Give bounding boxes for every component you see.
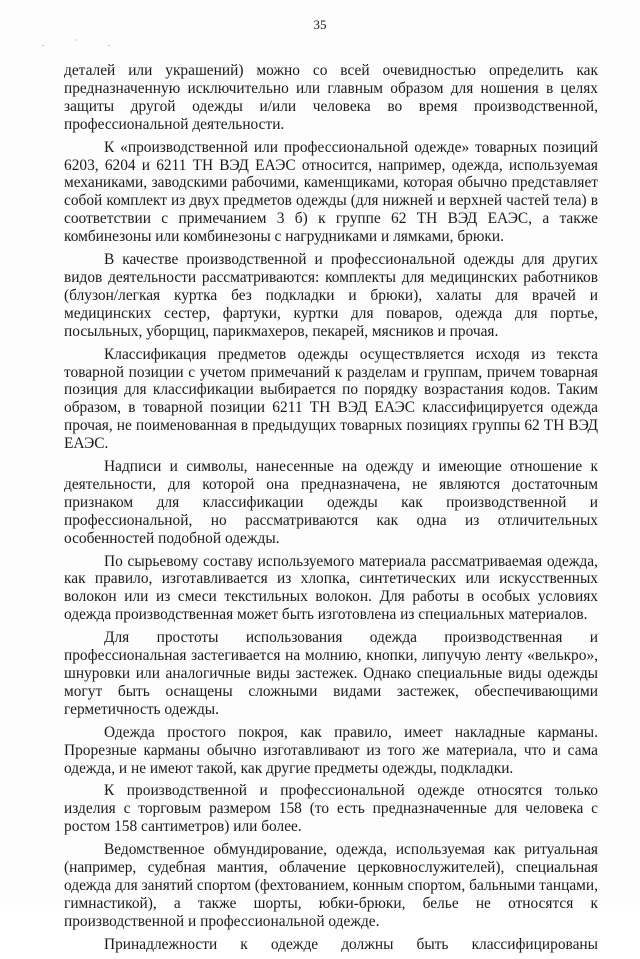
paragraph: Классификация предметов одежды осуществляется исходя из текста товарной позиции с учетом примечаний к разделам и группам, причем товарная позиция для классификации выбирается по порядку возрастания кодов. Таким образом, в товарной позиции 6211 ТН ВЭД ЕАЭС классифицируется одежда прочая, не поименованная в предыдущих товарных позициях группы 62 ТН ВЭД ЕАЭС.	[64, 345, 598, 453]
scan-specks: . ˙ .	[42, 38, 124, 48]
paragraph: В качестве производственной и профессиональной одежды для других видов деятельности рассматриваются: комплекты для медицинских работников (блузон/легкая куртка без подкладки и брюки), халаты для врачей и медицинских сестер, фартуки, куртки для поваров, одежда для портье, посыльных, уборщиц, парикмахеров, пекарей, мясников и прочая.	[64, 251, 598, 340]
paragraph: Для простоты использования одежда производственная и профессиональная застегивается на молнию, кнопки, липучую ленту «велькро», шнуровки или аналогичные виды застежек. Однако специальные виды одежды могут быть оснащены сложными видами застежек, обеспечивающими герметичность одежды.	[64, 629, 598, 718]
paragraph: деталей или украшений) можно со всей очевидностью определить как предназначенную исключительно или главным образом для ношения в целях защиты другой одежды и/или человека во время производственной, профессиональной деятельности.	[64, 62, 598, 133]
page-number: 35	[313, 17, 327, 32]
paragraph: К «производственной или профессиональной одежде» товарных позиций 6203, 6204 и 6211 ТН ВЭД ЕАЭС относится, например, одежда, используемая механиками, заводскими рабочими, каменщиками, которая обычно представляет собой комплект из двух предметов одежды (для нижней и верхней частей тела) в соответствии с примечанием 3 б) к группе 62 ТН ВЭД ЕАЭС, а также комбинезоны или комбинезоны с нагрудниками и лямками, брюки.	[64, 138, 598, 246]
document-body	[64, 62, 598, 959]
paragraph: По сырьевому составу используемого материала рассматриваемая одежда, как правило, изготавливается из хлопка, синтетических или искусственных волокон или из смеси текстильных волокон. Для работы в особых условиях одежда производственная может быть изготовлена из специальных материалов.	[64, 552, 598, 624]
paragraph: Ведомственное обмундирование, одежда, используемая как ритуальная (например, судебная мантия, облачение церковнослужителей), специальная одежда для занятий спортом (фехтованием, конным спортом, бальными танцами, гимнастикой), а также шорты, юбки-брюки, белье не относятся к производственной и профессиональной одежде.	[64, 841, 598, 930]
paragraph: Одежда простого покроя, как правило, имеет накладные карманы. Прорезные карманы обычно изготавливают из того же материала, что и сама одежда, и не имеют такой, как другие предметы одежды, подкладки.	[64, 723, 598, 777]
paragraph: К производственной и профессиональной одежде относятся только изделия с торговым размером 158 (то есть предназначенные для человека с ростом 158 сантиметров) или более.	[64, 782, 598, 836]
paragraph: Надписи и символы, нанесенные на одежду и имеющие отношение к деятельности, для которой она предназначена, не являются достаточным признаком для классификации одежды как производственной и профессиональной, но рассматриваются как одна из отличительных особенностей подобной одежды.	[64, 458, 598, 547]
paragraph: Принадлежности к одежде должны быть классифицированы	[104, 935, 598, 953]
